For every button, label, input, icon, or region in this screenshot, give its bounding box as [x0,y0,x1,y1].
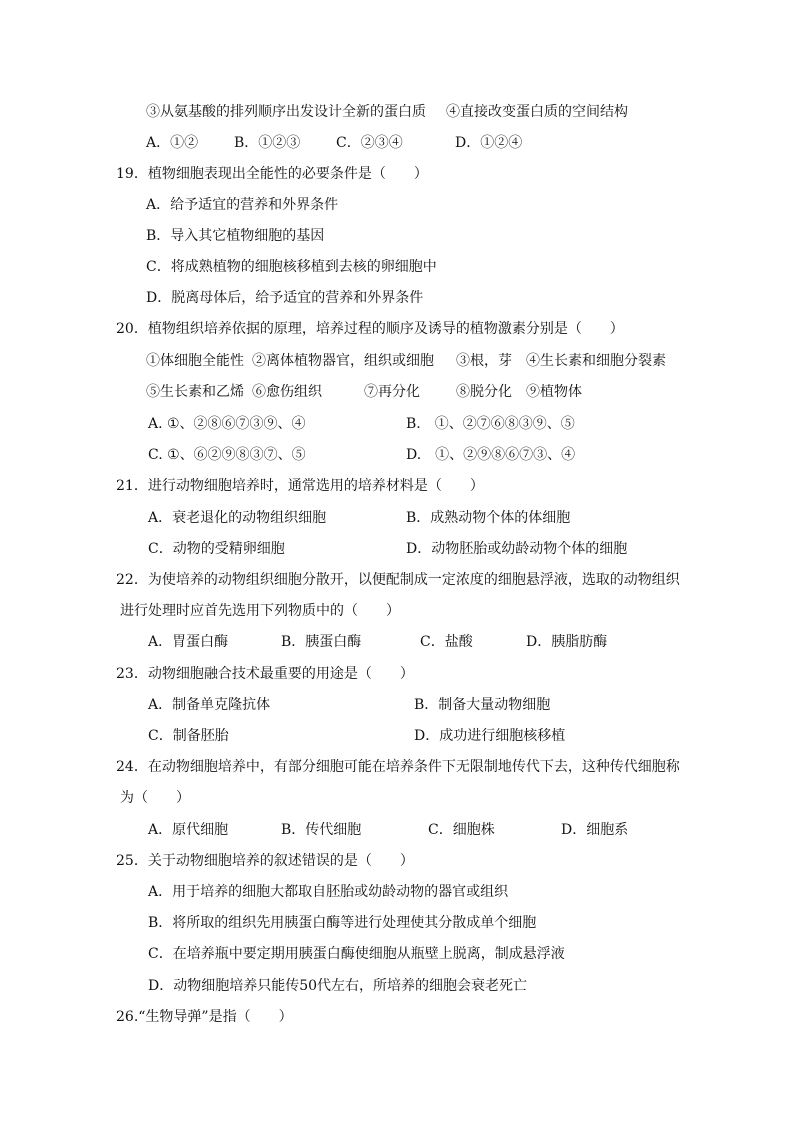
option-b: B. ①、②⑦⑥⑧③⑨、⑤ [406,416,575,432]
option-d: D. ①、②⑨⑧⑥⑦③、④ [406,447,576,463]
question-19-stem: 19．植物细胞表现出全能性的必要条件是（ ） [116,166,428,182]
option-c: C．在培养瓶中要定期用胰蛋白酶使细胞从瓶壁上脱离，制成悬浮液 [148,946,565,962]
option-c: C．细胞株 [428,822,495,838]
option-a: A．原代细胞 [148,822,229,838]
option-d: D．胰脂肪酶 [526,634,608,650]
item-1: ①体细胞全能性 [146,353,244,369]
item-8: ⑧脱分化 [456,384,512,400]
item-2: ②离体植物器官，组织或细胞 [252,353,434,369]
option-line: ③从氨基酸的排列顺序出发设计全新的蛋白质 [146,104,426,120]
question-24-stem: 24．在动物细胞培养中，有部分细胞可能在培养条件下无限制地传代下去，这种传代细胞称 [116,759,680,775]
option-b: B．制备大量动物细胞 [414,697,551,713]
option-c: C．动物的受精卵细胞 [148,541,285,557]
option-b: B．①②③ [234,135,301,151]
option-d: D．动物胚胎或幼龄动物个体的细胞 [406,541,628,557]
question-26-stem: 26.“生物导弹”是指（ ） [116,1009,293,1025]
question-20-stem: 20．植物组织培养依据的原理，培养过程的顺序及诱导的植物激素分别是（ ） [116,321,624,337]
question-25-stem: 25．关于动物细胞培养的叙述错误的是（ ） [116,853,414,869]
option-a: A．衰老退化的动物组织细胞 [148,510,327,526]
option-d: D．成功进行细胞核移植 [414,728,566,744]
option-a: A. ①、②⑧⑥⑦③⑨、④ [148,416,306,432]
item-9: ⑨植物体 [526,384,582,400]
question-22-continuation: 进行处理时应首先选用下列物质中的（ ） [120,603,400,619]
option-c: C．制备胚胎 [148,728,229,744]
question-24-continuation: 为（ ） [120,790,190,806]
option-line: ④直接改变蛋白质的空间结构 [446,104,628,120]
option-b: B．胰蛋白酶 [281,634,362,650]
option-b: B．将所取的组织先用胰蛋白酶等进行处理使其分散成单个细胞 [148,915,537,931]
option-d: D．①②④ [455,135,523,151]
item-7: ⑦再分化 [364,384,420,400]
option-a: A．①② [146,135,199,151]
item-3: ③根，芽 [456,353,512,369]
option-b: B．成熟动物个体的体细胞 [406,510,571,526]
option-d: D．动物细胞培养只能传50代左右，所培养的细胞会衰老死亡 [148,978,528,994]
option-d: D．细胞系 [561,822,629,838]
option-a: A．制备单克隆抗体 [148,697,271,713]
question-21-stem: 21．进行动物细胞培养时，通常选用的培养材料是（ ） [116,478,484,494]
option-b: B．传代细胞 [281,822,362,838]
option-a: A．用于培养的细胞大都取自胚胎或幼龄动物的器官或组织 [148,884,509,900]
option-c: C．盐酸 [420,634,473,650]
item-6: ⑥愈伤组织 [252,384,322,400]
option-d: D．脱离母体后，给予适宜的营养和外界条件 [146,290,424,306]
option-a: A．胃蛋白酶 [148,634,229,650]
question-23-stem: 23．动物细胞融合技术最重要的用途是（ ） [116,666,414,682]
option-c: C．②③④ [336,135,403,151]
item-5: ⑤生长素和乙烯 [146,384,244,400]
option-b: B．导入其它植物细胞的基因 [146,228,325,244]
option-a: A．给予适宜的营养和外界条件 [146,197,339,213]
item-4: ④生长素和细胞分裂素 [526,353,666,369]
option-c: C．将成熟植物的细胞核移植到去核的卵细胞中 [146,259,437,275]
option-c: C. ①、⑥②⑨⑧③⑦、⑤ [148,447,306,463]
question-22-stem: 22．为使培养的动物组织细胞分散开，以便配制成一定浓度的细胞悬浮液，选取的动物组织 [116,572,680,588]
